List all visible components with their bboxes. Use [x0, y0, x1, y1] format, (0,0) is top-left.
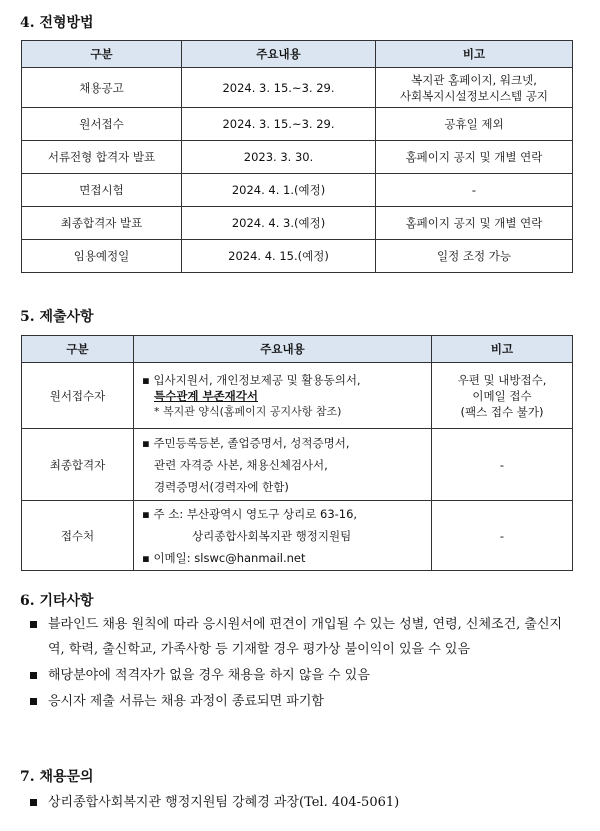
- section7-title: 7. 채용문의: [20, 769, 94, 785]
- row-note: -: [432, 429, 573, 501]
- table-row: [22, 141, 573, 174]
- row-note: [432, 363, 573, 429]
- row-category: 면접시험: [22, 174, 182, 207]
- content-line: 관련 자격증 사본, 채용신체검사서,: [154, 457, 328, 472]
- square-bullet-icon: [30, 698, 37, 705]
- row-category: 임용예정일: [22, 240, 182, 273]
- row-category: 채용공고: [22, 68, 182, 108]
- row-content: 2024. 3. 15.~3. 29.: [182, 108, 376, 141]
- content-line: ▪ 주민등록등본, 졸업증명서, 성적증명서,: [142, 435, 350, 450]
- row-content: [134, 363, 432, 429]
- row-content: 2024. 4. 15.(예정): [182, 240, 376, 273]
- section4-title: 4. 전형방법: [20, 15, 94, 31]
- table-header-row: [22, 336, 573, 363]
- row-note: -: [376, 174, 573, 207]
- table-row: [22, 501, 573, 571]
- row-content: 2024. 4. 1.(예정): [182, 174, 376, 207]
- row-content: [134, 429, 432, 501]
- row-category: 원서접수자: [22, 363, 134, 429]
- row-note: -: [432, 501, 573, 571]
- square-bullet-icon: [30, 672, 37, 679]
- row-content: 2024. 4. 3.(예정): [182, 207, 376, 240]
- table-row: [22, 174, 573, 207]
- content-line: ▪ 주 소: 부산광역시 영도구 상리로 63-16,: [142, 506, 358, 521]
- note-line: 이메일 접수: [472, 388, 532, 403]
- row-content: 2024. 3. 15.~3. 29.: [182, 68, 376, 108]
- note-line: 사회복지시설정보시스템 공지: [399, 88, 549, 103]
- selection-process-table: [21, 40, 573, 273]
- note-line: (팩스 접수 불가): [460, 404, 544, 419]
- square-bullet-icon: [30, 621, 37, 628]
- table-row: [22, 207, 573, 240]
- header-note: 비고: [376, 41, 573, 68]
- content-line-emphasis: 특수관계 부존재각서: [154, 388, 258, 403]
- header-category: 구분: [22, 41, 182, 68]
- row-note: [376, 68, 573, 108]
- header-note: 비고: [432, 336, 573, 363]
- table-row: [22, 108, 573, 141]
- section5-title: 5. 제출사항: [20, 309, 94, 325]
- row-content: [134, 501, 432, 571]
- row-note: 홈페이지 공지 및 개별 연락: [376, 207, 573, 240]
- section6-title: 6. 기타사항: [20, 593, 94, 609]
- row-note: 공휴일 제외: [376, 108, 573, 141]
- table-header-row: [22, 41, 573, 68]
- row-note: 홈페이지 공지 및 개별 연락: [376, 141, 573, 174]
- table-row: [22, 68, 573, 108]
- list-item-text: 블라인드 채용 원칙에 따라 응시원서에 편견이 개입될 수 있는 성별, 연령, 신체조건, 출신지역, 학력, 출신학교, 가족사항 등 기재할 경우 평가상 불이익이 있을 수 있음: [48, 617, 563, 657]
- header-content: 주요내용: [182, 41, 376, 68]
- list-item-text: 해당분야에 적격자가 없을 경우 채용을 하지 않을 수 있음: [48, 668, 370, 683]
- row-category: 최종합격자: [22, 429, 134, 501]
- content-line: ▪ 입사지원서, 개인정보제공 및 활용동의서,: [142, 372, 361, 387]
- content-line: 경력증명서(경력자에 한함): [154, 479, 289, 494]
- note-line: 우편 및 내방접수,: [457, 372, 547, 387]
- list-item: [28, 612, 578, 662]
- list-item-text: 응시자 제출 서류는 채용 과정이 종료되면 파기함: [48, 694, 324, 709]
- header-category: 구분: [22, 336, 134, 363]
- row-category: 서류전형 합격자 발표: [22, 141, 182, 174]
- table-row: [22, 429, 573, 501]
- list-item: [28, 790, 578, 815]
- row-category: 원서접수: [22, 108, 182, 141]
- row-content: 2023. 3. 30.: [182, 141, 376, 174]
- content-line-note: * 복지관 양식(홈페이지 공지사항 참조): [154, 404, 342, 418]
- list-item-text: 상리종합사회복지관 행정지원팀 강혜경 과장(Tel. 404-5061): [48, 795, 400, 810]
- list-item: [28, 663, 578, 688]
- table-row: [22, 363, 573, 429]
- row-category: 최종합격자 발표: [22, 207, 182, 240]
- submission-table: [21, 335, 573, 571]
- list-item: [28, 689, 578, 714]
- notes-list: [28, 612, 578, 715]
- contact-list: [28, 790, 578, 816]
- header-content: 주요내용: [134, 336, 432, 363]
- row-category: 접수처: [22, 501, 134, 571]
- square-bullet-icon: [30, 799, 37, 806]
- note-line: 복지관 홈페이지, 워크넷,: [411, 72, 537, 87]
- content-line: 상리종합사회복지관 행정지원팀: [192, 528, 352, 543]
- row-note: 일정 조정 가능: [376, 240, 573, 273]
- table-row: [22, 240, 573, 273]
- content-line-email: ▪ 이메일: slswc@hanmail.net: [142, 550, 306, 565]
